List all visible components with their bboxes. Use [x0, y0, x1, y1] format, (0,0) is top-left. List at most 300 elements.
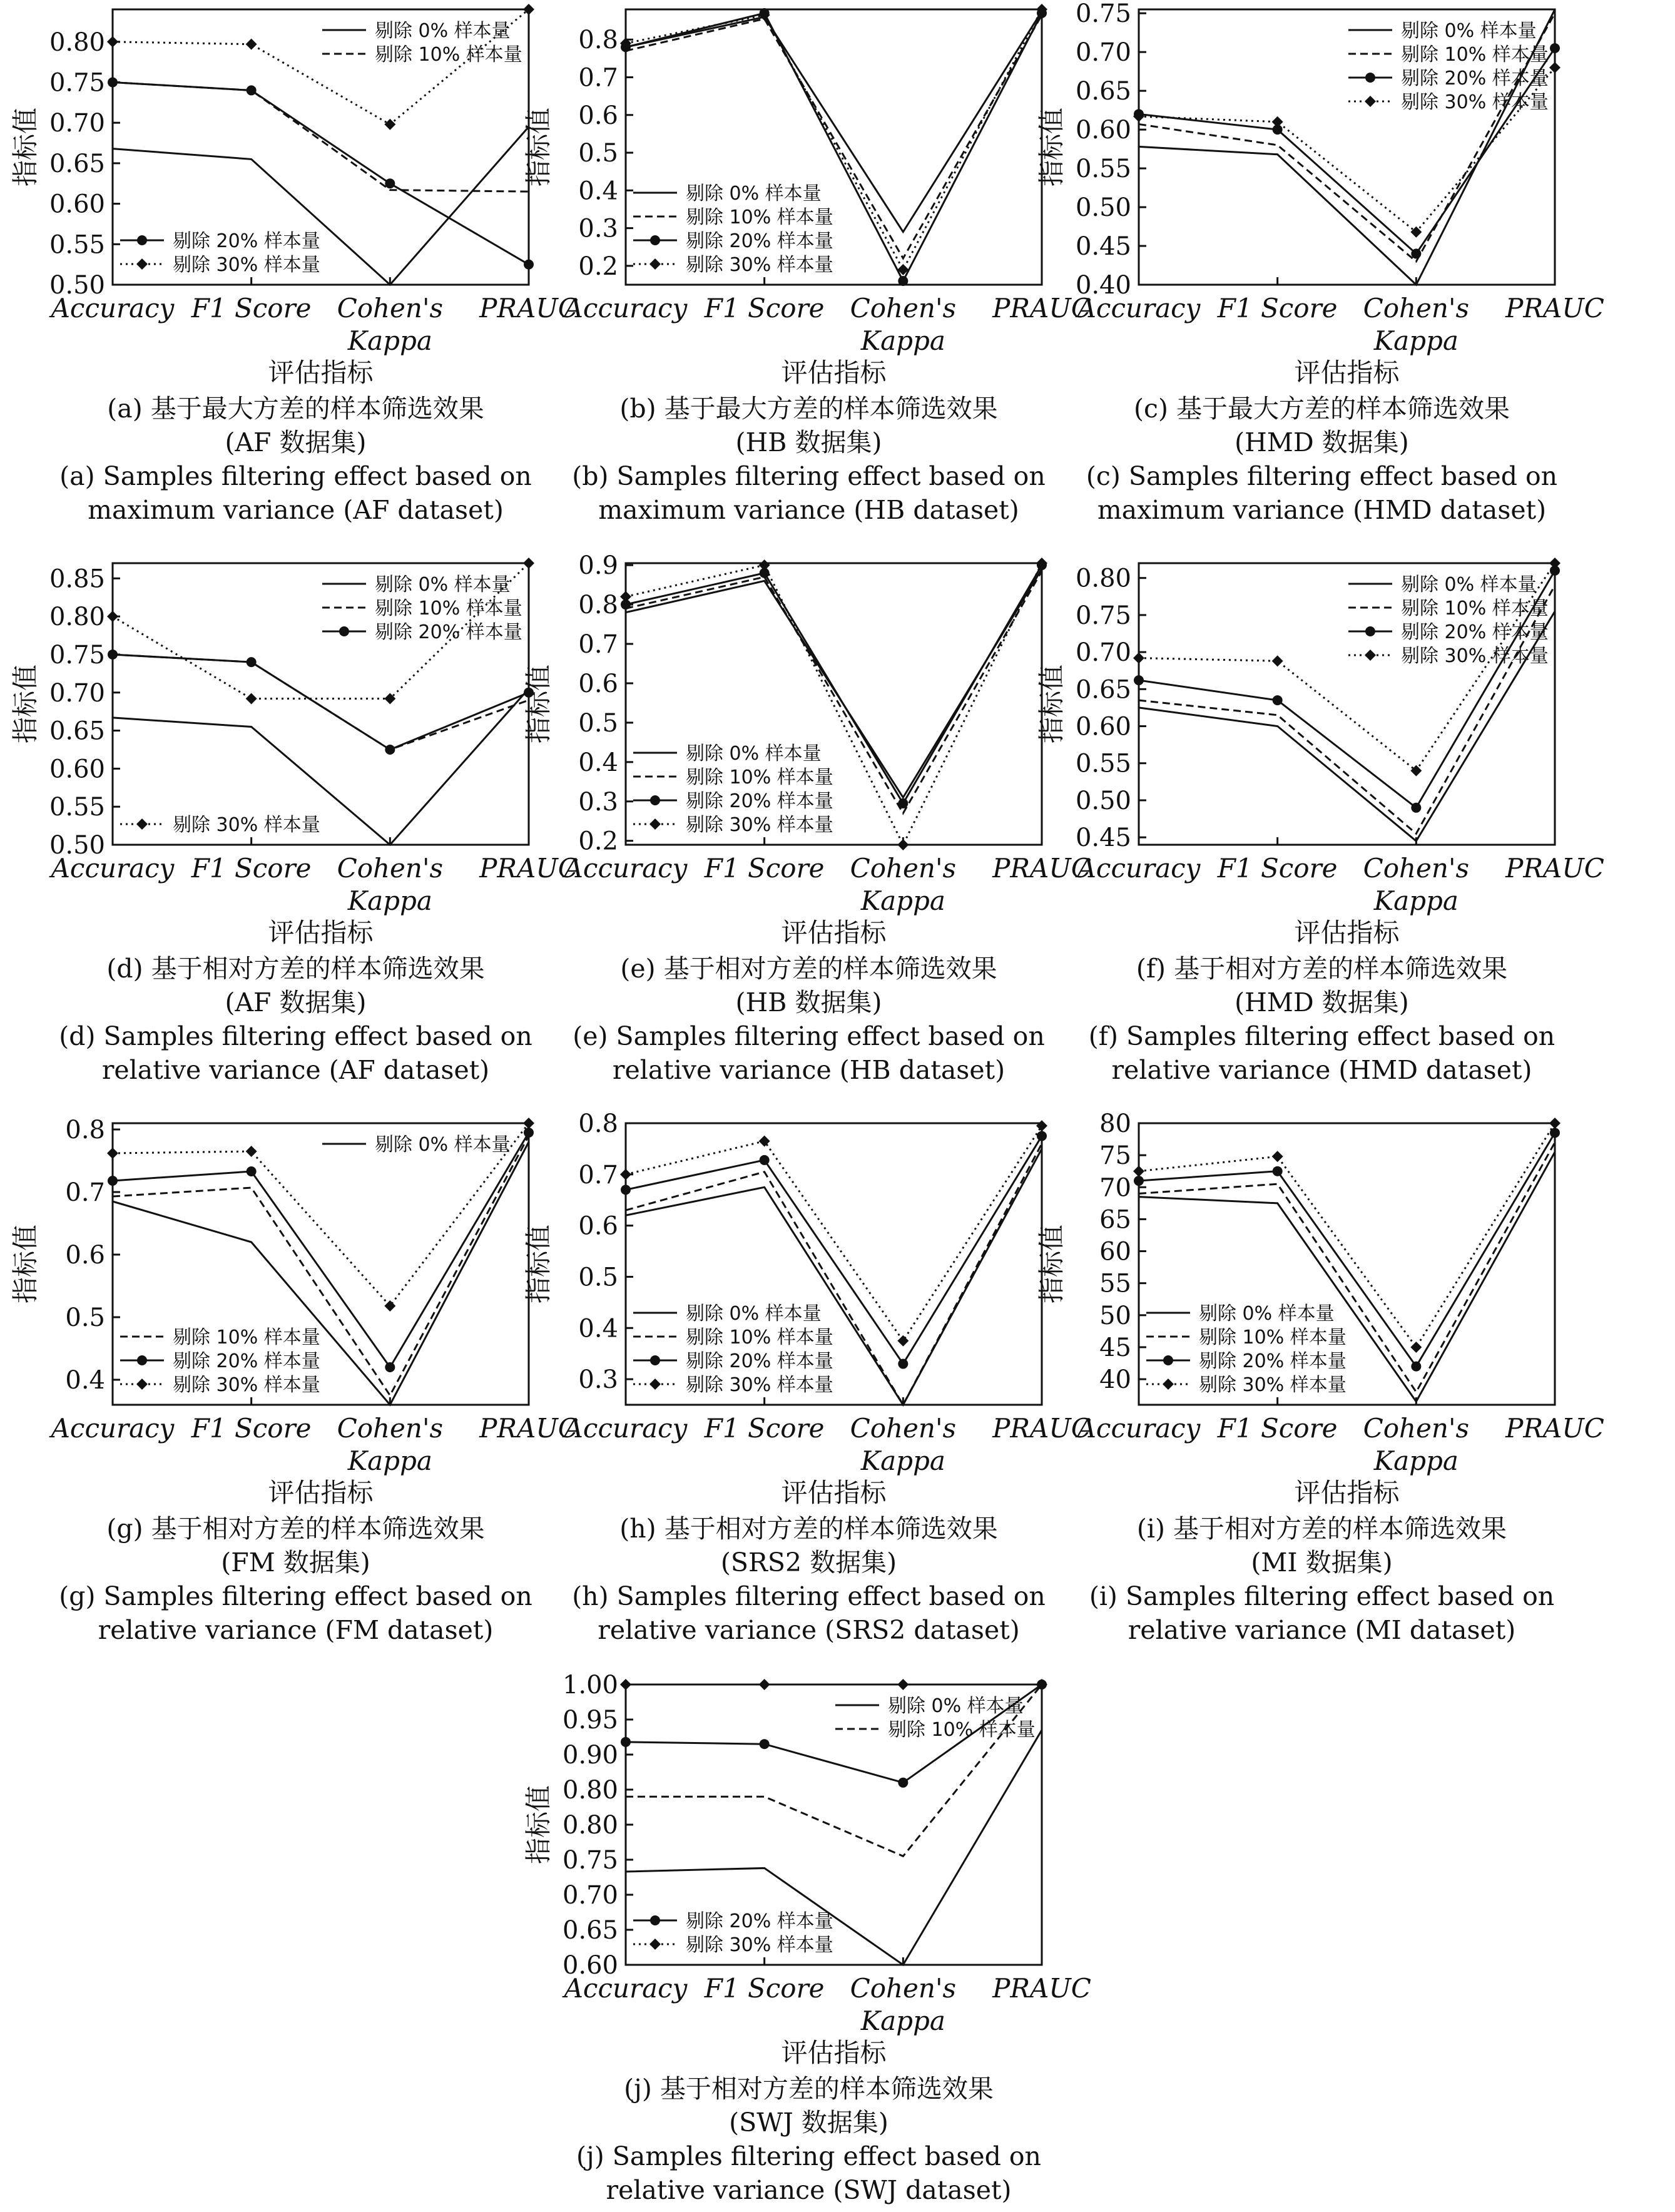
- x-tick-label-line: PRAUC: [992, 293, 1091, 324]
- y-tick-label: 0.8: [578, 26, 618, 55]
- y-tick-label: 0.70: [49, 678, 105, 708]
- x-tick-label: [1075, 853, 1201, 884]
- x-tick-label-line: PRAUC: [479, 293, 578, 324]
- y-tick-label: 0.60: [562, 1951, 618, 1980]
- y-tick-label: 0.90: [562, 1741, 618, 1770]
- series-point: [107, 36, 118, 48]
- series-point: [107, 1148, 118, 1159]
- x-tick-label-line: Kappa: [1373, 325, 1459, 356]
- caption-cn-line: (SWJ 数据集): [729, 2108, 888, 2138]
- x-tick-label: [1363, 853, 1469, 916]
- x-tick-label-line: Accuracy: [1077, 293, 1201, 324]
- legend-label: 剔除 10% 样本量: [686, 767, 833, 788]
- series-point: [1549, 1118, 1560, 1129]
- x-tick-label-line: PRAUC: [1505, 1413, 1604, 1444]
- y-tick-label: 0.60: [49, 755, 105, 784]
- legend-marker: [650, 795, 660, 805]
- legend-marker: [1365, 73, 1375, 83]
- caption-cn-line: (b) 基于最大方差的样本筛选效果: [619, 394, 998, 424]
- legend-marker: [650, 1355, 660, 1365]
- y-tick-label: 0.75: [562, 1846, 618, 1875]
- x-tick-label: [850, 293, 956, 356]
- legend-marker: [1163, 1355, 1173, 1365]
- y-tick-label: 0.4: [578, 748, 618, 777]
- y-tick-label: 0.55: [1075, 749, 1131, 778]
- series-point: [897, 1335, 909, 1347]
- x-tick-label-line: F1 Score: [704, 853, 825, 884]
- series-point: [1272, 655, 1283, 666]
- y-tick-label: 1.00: [562, 1671, 618, 1700]
- legend-label: 剔除 0% 样本量: [375, 1134, 511, 1156]
- y-tick-label: 0.50: [49, 831, 105, 860]
- series-point: [1036, 1120, 1047, 1131]
- y-tick-label: 0.6: [578, 1211, 618, 1241]
- series-point: [898, 798, 908, 808]
- legend-marker: [1163, 1379, 1174, 1390]
- y-tick-label: 50: [1099, 1301, 1131, 1330]
- series-point: [247, 657, 257, 667]
- x-tick-label-line: Cohen's: [337, 1413, 444, 1444]
- x-tick-label-line: F1 Score: [191, 293, 312, 324]
- x-tick-label-line: F1 Score: [1217, 853, 1338, 884]
- x-tick-label-line: Kappa: [1373, 1445, 1459, 1476]
- y-tick-label: 0.7: [578, 630, 618, 660]
- caption-en-line: (d) Samples filtering effect based on: [59, 1021, 532, 1051]
- y-axis-title: 指标值: [10, 107, 41, 187]
- legend-label: 剔除 30% 样本量: [1401, 645, 1549, 667]
- y-tick-label: 0.2: [578, 827, 618, 856]
- y-tick-label: 0.9: [578, 551, 618, 581]
- y-tick-label: 0.80: [1075, 564, 1131, 593]
- caption-cn-line: (HB 数据集): [735, 987, 882, 1017]
- y-axis-title: 指标值: [523, 1224, 554, 1304]
- legend-label: 剔除 30% 样本量: [686, 1374, 833, 1396]
- series-point: [897, 1679, 909, 1690]
- x-tick-label-line: Accuracy: [51, 293, 175, 324]
- x-tick-label-line: Accuracy: [564, 293, 688, 324]
- x-tick-label: [1363, 1413, 1469, 1476]
- y-tick-label: 0.4: [65, 1366, 105, 1395]
- x-tick-label-line: PRAUC: [1505, 853, 1604, 884]
- x-tick-label-line: Cohen's: [850, 293, 957, 324]
- x-tick-label-line: Kappa: [860, 1445, 945, 1476]
- x-tick-label-line: Accuracy: [564, 853, 688, 884]
- legend-label: 剔除 10% 样本量: [173, 1327, 320, 1348]
- legend-label: 剔除 20% 样本量: [173, 230, 320, 252]
- caption-en-line: maximum variance (AF dataset): [88, 495, 504, 525]
- legend-label: 剔除 30% 样本量: [173, 814, 320, 836]
- legend-label: 剔除 0% 样本量: [686, 1303, 822, 1325]
- caption-en-line: (h) Samples filtering effect based on: [572, 1581, 1046, 1611]
- chart-panel-h: [523, 1109, 1091, 1645]
- y-tick-label: 0.70: [562, 1881, 618, 1910]
- y-tick-label: 0.50: [49, 271, 105, 300]
- x-tick-label-line: Accuracy: [564, 1973, 688, 2004]
- x-tick-label-line: Kappa: [860, 2006, 945, 2036]
- caption-cn-line: (a) 基于最大方差的样本筛选效果: [107, 394, 484, 424]
- y-tick-label: 0.40: [1075, 271, 1131, 300]
- y-tick-label: 0.5: [578, 708, 618, 738]
- series-point: [621, 1737, 631, 1747]
- y-tick-label: 0.75: [1075, 601, 1131, 630]
- y-axis-title: 指标值: [10, 664, 41, 744]
- legend-label: 剔除 20% 样本量: [375, 621, 522, 643]
- y-tick-label: 0.8: [65, 1116, 105, 1144]
- caption-cn-line: (f) 基于相对方差的样本筛选效果: [1136, 954, 1508, 984]
- legend-label: 剔除 10% 样本量: [1199, 1327, 1347, 1348]
- chart-panel-i: [1036, 1109, 1604, 1645]
- legend-marker: [1365, 650, 1376, 661]
- x-axis-title: 评估指标: [268, 917, 374, 948]
- x-tick-label-line: PRAUC: [479, 853, 578, 884]
- legend-marker: [649, 1379, 661, 1390]
- series-point: [108, 1176, 118, 1186]
- x-tick-label: [479, 853, 578, 884]
- caption-cn-line: (i) 基于相对方差的样本筛选效果: [1136, 1514, 1507, 1544]
- legend-label: 剔除 20% 样本量: [1401, 621, 1549, 643]
- legend-label: 剔除 10% 样本量: [1401, 44, 1549, 66]
- legend-label: 剔除 30% 样本量: [686, 254, 833, 276]
- caption-en-line: maximum variance (HMD dataset): [1097, 495, 1547, 525]
- y-tick-label: 0.75: [49, 640, 105, 670]
- series-point: [620, 1679, 631, 1690]
- y-axis-title: 指标值: [523, 664, 554, 744]
- x-tick-label-line: Accuracy: [51, 853, 175, 884]
- y-tick-label: 0.70: [49, 109, 105, 138]
- caption-en-line: relative variance (FM dataset): [98, 1615, 494, 1645]
- x-tick-label-line: Cohen's: [850, 1973, 957, 2004]
- chart-panel-a: [10, 4, 578, 525]
- legend-marker: [136, 258, 148, 270]
- series-point: [759, 559, 770, 571]
- caption-cn-line: (j) 基于相对方差的样本筛选效果: [624, 2074, 994, 2104]
- legend-label: 剔除 30% 样本量: [173, 254, 320, 276]
- y-tick-label: 0.70: [1075, 38, 1131, 68]
- series-point: [897, 839, 909, 850]
- series-line-2: [113, 655, 529, 750]
- x-tick-label-line: F1 Score: [191, 1413, 312, 1444]
- caption-cn-line: (e) 基于相对方差的样本筛选效果: [620, 954, 997, 984]
- y-tick-label: 0.7: [578, 1160, 618, 1190]
- legend-label: 剔除 0% 样本量: [1401, 20, 1537, 42]
- x-tick-label: [562, 853, 688, 884]
- legend-marker: [136, 818, 148, 830]
- x-tick-label: [191, 1413, 312, 1444]
- x-tick-label-line: F1 Score: [704, 1973, 825, 2004]
- x-tick-label-line: Kappa: [1373, 885, 1459, 916]
- x-tick-label-line: Cohen's: [337, 293, 444, 324]
- y-tick-label: 0.6: [578, 669, 618, 698]
- y-tick-label: 0.3: [578, 1365, 618, 1395]
- legend-marker: [649, 818, 661, 830]
- legend-label: 剔除 0% 样本量: [375, 574, 511, 596]
- y-tick-label: 0.5: [578, 1263, 618, 1292]
- x-axis-title: 评估指标: [1294, 917, 1400, 948]
- caption-en-line: maximum variance (HB dataset): [598, 495, 1019, 525]
- chart-panel-f: [1036, 558, 1604, 1085]
- chart-panel-c: [1036, 0, 1604, 525]
- series-point: [1550, 43, 1560, 53]
- series-point: [1272, 116, 1283, 128]
- x-tick-label-line: Kappa: [347, 325, 432, 356]
- y-tick-label: 0.7: [65, 1178, 105, 1207]
- legend-marker: [137, 235, 147, 245]
- series-point: [1272, 1151, 1283, 1162]
- x-tick-label-line: PRAUC: [479, 1413, 578, 1444]
- y-tick-label: 0.2: [578, 252, 618, 281]
- y-tick-label: 0.55: [49, 793, 105, 822]
- series-point: [108, 77, 118, 87]
- y-tick-label: 40: [1099, 1365, 1131, 1395]
- x-axis-title: 评估指标: [781, 357, 887, 388]
- series-point: [1273, 1166, 1283, 1176]
- y-axis-title: 指标值: [1036, 664, 1067, 744]
- y-tick-label: 0.6: [578, 101, 618, 130]
- caption-en-line: (f) Samples filtering effect based on: [1088, 1021, 1555, 1051]
- x-tick-label-line: PRAUC: [992, 853, 1091, 884]
- x-axis-title: 评估指标: [781, 2037, 887, 2068]
- y-tick-label: 0.95: [562, 1706, 618, 1735]
- x-tick-label-line: Cohen's: [850, 1413, 957, 1444]
- y-tick-label: 0.70: [1075, 638, 1131, 668]
- x-tick-label-line: Cohen's: [1363, 293, 1470, 324]
- y-tick-label: 0.8: [578, 591, 618, 620]
- caption-cn-line: (h) 基于相对方差的样本筛选效果: [619, 1514, 998, 1544]
- y-axis-title: 指标值: [10, 1224, 41, 1304]
- series-point: [1133, 1166, 1144, 1177]
- legend-label: 剔除 30% 样本量: [686, 814, 833, 836]
- y-tick-label: 70: [1099, 1173, 1131, 1203]
- series-point: [246, 693, 257, 704]
- x-tick-label: [1505, 853, 1604, 884]
- chart-panel-j: [523, 1671, 1091, 2205]
- caption-cn-line: (HMD 数据集): [1235, 987, 1409, 1017]
- series-point: [246, 1146, 257, 1157]
- legend-label: 剔除 30% 样本量: [1401, 91, 1549, 113]
- legend-label: 剔除 10% 样本量: [1401, 598, 1549, 619]
- series-point: [760, 1739, 770, 1749]
- y-tick-label: 0.75: [1075, 0, 1131, 29]
- x-tick-label-line: Cohen's: [1363, 853, 1470, 884]
- x-tick-label-line: F1 Score: [1217, 1413, 1338, 1444]
- chart-panel-b: [523, 4, 1091, 525]
- chart-panel-g: [10, 1116, 578, 1645]
- caption-cn-line: (SRS2 数据集): [720, 1547, 897, 1577]
- y-tick-label: 0.65: [562, 1916, 618, 1945]
- y-tick-label: 0.50: [1075, 786, 1131, 815]
- y-tick-label: 0.85: [49, 564, 105, 594]
- caption-en-line: relative variance (HB dataset): [612, 1055, 1006, 1085]
- x-tick-label: [850, 1973, 956, 2036]
- caption-en-line: relative variance (SWJ dataset): [606, 2175, 1012, 2205]
- x-tick-label-line: Accuracy: [1077, 1413, 1201, 1444]
- legend-label: 剔除 10% 样本量: [888, 1719, 1036, 1741]
- series-point: [621, 1185, 631, 1195]
- series-point: [1037, 1131, 1047, 1141]
- y-tick-label: 0.4: [578, 1314, 618, 1343]
- x-tick-label: [191, 293, 312, 324]
- legend-label: 剔除 30% 样本量: [686, 1934, 833, 1956]
- legend-marker: [1365, 626, 1375, 636]
- x-tick-label-line: Cohen's: [850, 853, 957, 884]
- legend-label: 剔除 30% 样本量: [1199, 1374, 1347, 1396]
- x-axis-title: 评估指标: [1294, 1477, 1400, 1508]
- x-axis-title: 评估指标: [268, 1477, 374, 1508]
- caption-cn-line: (AF 数据集): [225, 987, 367, 1017]
- x-tick-label: [1217, 853, 1338, 884]
- y-tick-label: 0.75: [49, 68, 105, 98]
- x-tick-label: [704, 1413, 825, 1444]
- series-point: [1273, 695, 1283, 705]
- caption-cn-line: (d) 基于相对方差的样本筛选效果: [106, 954, 485, 984]
- y-tick-label: 0.8: [578, 1109, 618, 1138]
- series-point: [247, 1166, 257, 1176]
- x-tick-label: [1217, 293, 1338, 324]
- x-tick-label-line: PRAUC: [1505, 293, 1604, 324]
- caption-cn-line: (HMD 数据集): [1235, 427, 1409, 457]
- legend-label: 剔除 20% 样本量: [686, 1350, 833, 1372]
- caption-en-line: (e) Samples filtering effect based on: [573, 1021, 1045, 1051]
- series-point: [620, 1169, 631, 1180]
- x-tick-label: [479, 293, 578, 324]
- y-tick-label: 0.80: [562, 1776, 618, 1805]
- caption-en-line: (i) Samples filtering effect based on: [1089, 1581, 1555, 1611]
- y-tick-label: 0.65: [1075, 77, 1131, 106]
- legend-marker: [649, 258, 661, 270]
- y-tick-label: 0.80: [49, 603, 105, 632]
- x-tick-label: [850, 1413, 956, 1476]
- legend-marker: [650, 1915, 660, 1925]
- x-tick-label: [49, 293, 175, 324]
- legend-label: 剔除 10% 样本量: [375, 598, 522, 619]
- legend-label: 剔除 0% 样本量: [1401, 574, 1537, 596]
- legend-label: 剔除 10% 样本量: [375, 44, 522, 66]
- y-tick-label: 0.60: [49, 190, 105, 219]
- series-point: [759, 1136, 770, 1147]
- y-tick-label: 0.6: [65, 1241, 105, 1270]
- x-tick-label-line: F1 Score: [704, 1413, 825, 1444]
- x-tick-label: [337, 853, 443, 916]
- x-tick-label: [1505, 1413, 1604, 1444]
- y-tick-label: 0.7: [578, 63, 618, 93]
- y-tick-label: 0.45: [1075, 823, 1131, 853]
- x-tick-label: [704, 1973, 825, 2004]
- series-point: [107, 611, 118, 622]
- series-point: [1549, 558, 1560, 569]
- x-tick-label-line: Accuracy: [564, 1413, 688, 1444]
- y-axis-title: 指标值: [1036, 107, 1067, 187]
- x-tick-label: [992, 1413, 1091, 1444]
- y-tick-label: 0.5: [65, 1303, 105, 1332]
- legend-label: 剔除 0% 样本量: [686, 743, 822, 765]
- series-point: [108, 650, 118, 660]
- legend-label: 剔除 0% 样本量: [686, 183, 822, 205]
- x-tick-label-line: Kappa: [860, 325, 945, 356]
- y-tick-label: 0.65: [49, 149, 105, 178]
- x-tick-label: [704, 853, 825, 884]
- series-point: [1411, 1362, 1421, 1372]
- caption-en-line: relative variance (SRS2 dataset): [598, 1615, 1020, 1645]
- legend-label: 剔除 20% 样本量: [173, 1350, 320, 1372]
- series-point: [1411, 803, 1421, 813]
- series-point: [385, 178, 395, 188]
- x-tick-label: [191, 853, 312, 884]
- x-tick-label-line: F1 Score: [191, 853, 312, 884]
- series-point: [246, 39, 257, 50]
- series-point: [759, 1679, 770, 1690]
- y-tick-label: 0.4: [578, 176, 618, 206]
- caption-en-line: (j) Samples filtering effect based on: [576, 2141, 1041, 2171]
- x-tick-label-line: Accuracy: [51, 1413, 175, 1444]
- y-tick-label: 0.80: [562, 1811, 618, 1840]
- caption-cn-line: (g) 基于相对方差的样本筛选效果: [106, 1514, 485, 1544]
- series-point: [385, 745, 395, 755]
- y-axis-title: 指标值: [523, 107, 554, 187]
- series-point: [1134, 1176, 1144, 1186]
- x-axis-title: 评估指标: [781, 1477, 887, 1508]
- x-tick-label-line: Kappa: [347, 885, 432, 916]
- caption-en-line: relative variance (HMD dataset): [1111, 1055, 1532, 1085]
- x-tick-label: [1217, 1413, 1338, 1444]
- y-tick-label: 0.5: [578, 139, 618, 168]
- x-tick-label-line: Kappa: [347, 1445, 432, 1476]
- y-tick-label: 0.60: [1075, 712, 1131, 742]
- x-tick-label: [1363, 293, 1469, 356]
- legend-label: 剔除 0% 样本量: [888, 1695, 1024, 1717]
- series-point: [898, 276, 908, 286]
- legend-marker: [1365, 96, 1376, 107]
- caption-en-line: (a) Samples filtering effect based on: [59, 461, 532, 491]
- x-tick-label-line: Cohen's: [337, 853, 444, 884]
- x-tick-label: [49, 853, 175, 884]
- series-point: [524, 260, 534, 270]
- legend-label: 剔除 30% 样本量: [173, 1374, 320, 1396]
- caption-cn-line: (MI 数据集): [1251, 1547, 1393, 1577]
- legend-label: 剔除 10% 样本量: [686, 206, 833, 228]
- x-axis-title: 评估指标: [1294, 357, 1400, 388]
- x-tick-label-line: F1 Score: [1217, 293, 1338, 324]
- x-tick-label-line: PRAUC: [992, 1973, 1091, 2004]
- series-point: [1134, 675, 1144, 685]
- legend-label: 剔除 20% 样本量: [686, 230, 833, 252]
- chart-panel-d: [10, 558, 578, 1085]
- caption-en-line: (c) Samples filtering effect based on: [1086, 461, 1558, 491]
- x-tick-label: [1075, 1413, 1201, 1444]
- x-tick-label: [992, 1973, 1091, 2004]
- caption-en-line: (g) Samples filtering effect based on: [59, 1581, 532, 1611]
- x-tick-label: [992, 853, 1091, 884]
- legend-label: 剔除 20% 样本量: [1199, 1350, 1347, 1372]
- y-tick-label: 60: [1099, 1237, 1131, 1267]
- x-tick-label: [337, 1413, 443, 1476]
- x-tick-label: [562, 1413, 688, 1444]
- y-tick-label: 55: [1099, 1269, 1131, 1298]
- y-axis-title: 指标值: [523, 1785, 554, 1865]
- caption-en-line: (b) Samples filtering effect based on: [572, 461, 1046, 491]
- legend-marker: [137, 1355, 147, 1365]
- x-tick-label-line: Accuracy: [1077, 853, 1201, 884]
- legend-label: 剔除 20% 样本量: [686, 790, 833, 812]
- x-tick-label-line: Kappa: [860, 885, 945, 916]
- y-tick-label: 0.3: [578, 787, 618, 817]
- x-tick-label: [337, 293, 443, 356]
- x-tick-label: [1075, 293, 1201, 324]
- y-tick-label: 0.3: [578, 214, 618, 243]
- legend-marker: [136, 1379, 148, 1390]
- y-tick-label: 65: [1099, 1205, 1131, 1235]
- x-tick-label-line: PRAUC: [992, 1413, 1091, 1444]
- series-point: [1410, 1342, 1422, 1353]
